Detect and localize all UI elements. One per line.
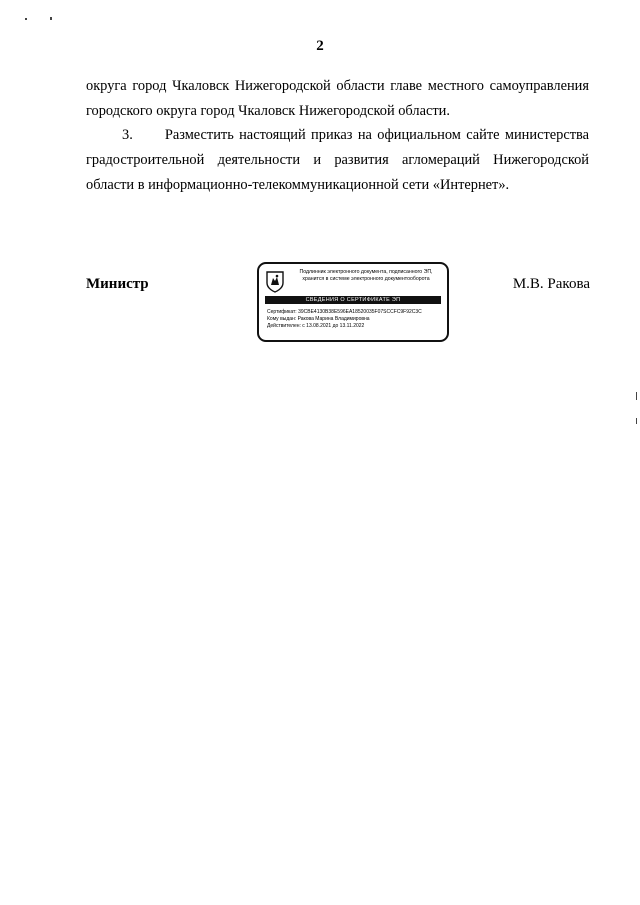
paragraph-3-line-1: 3. Разместить настоящий приказ на официальном сайте министерства (122, 127, 589, 143)
stamp-header-line-1: Подлинник электронного документа, подписанного ЭП, (299, 269, 433, 275)
certificate-info-bar: СВЕДЕНИЯ О СЕРТИФИКАТЕ ЭП (265, 296, 441, 304)
certificate-validity: Действителен: с 13.08.2021 до 13.11.2022 (267, 323, 365, 329)
paragraph-1-line-1: округа город Чкаловск Нижегородской области главе местного самоуправления (86, 78, 589, 94)
signer-title: Министр (86, 276, 149, 292)
scan-speck (636, 392, 637, 400)
certificate-details (267, 309, 443, 330)
digital-signature-stamp (257, 262, 449, 342)
coat-of-arms-icon (265, 270, 285, 294)
paragraph-3 (86, 123, 589, 198)
paragraph-3-line-2: градостроительной деятельности и развития агломераций Нижегородской (86, 152, 589, 168)
stamp-header (287, 269, 445, 283)
page-number: 2 (316, 38, 324, 54)
signer-name: М.В. Ракова (512, 276, 590, 292)
certificate-owner: Кому выдан: Ракова Марина Владимировна (267, 316, 370, 322)
scan-speck (25, 18, 27, 20)
paragraph-1 (86, 74, 589, 124)
paragraph-3-line-3: области в информационно-телекоммуникационной сети «Интернет». (86, 177, 510, 193)
paragraph-1-line-2: городского округа город Чкаловск Нижегородской области. (86, 103, 450, 119)
certificate-number: Сертификат: 39CBE4130B38E596EA18520035F07SCCFC9F92C3C (267, 309, 422, 315)
scan-speck (50, 17, 52, 20)
stamp-header-line-2: хранится в системе электронного документооборота (302, 276, 430, 282)
scan-speck (636, 418, 637, 424)
